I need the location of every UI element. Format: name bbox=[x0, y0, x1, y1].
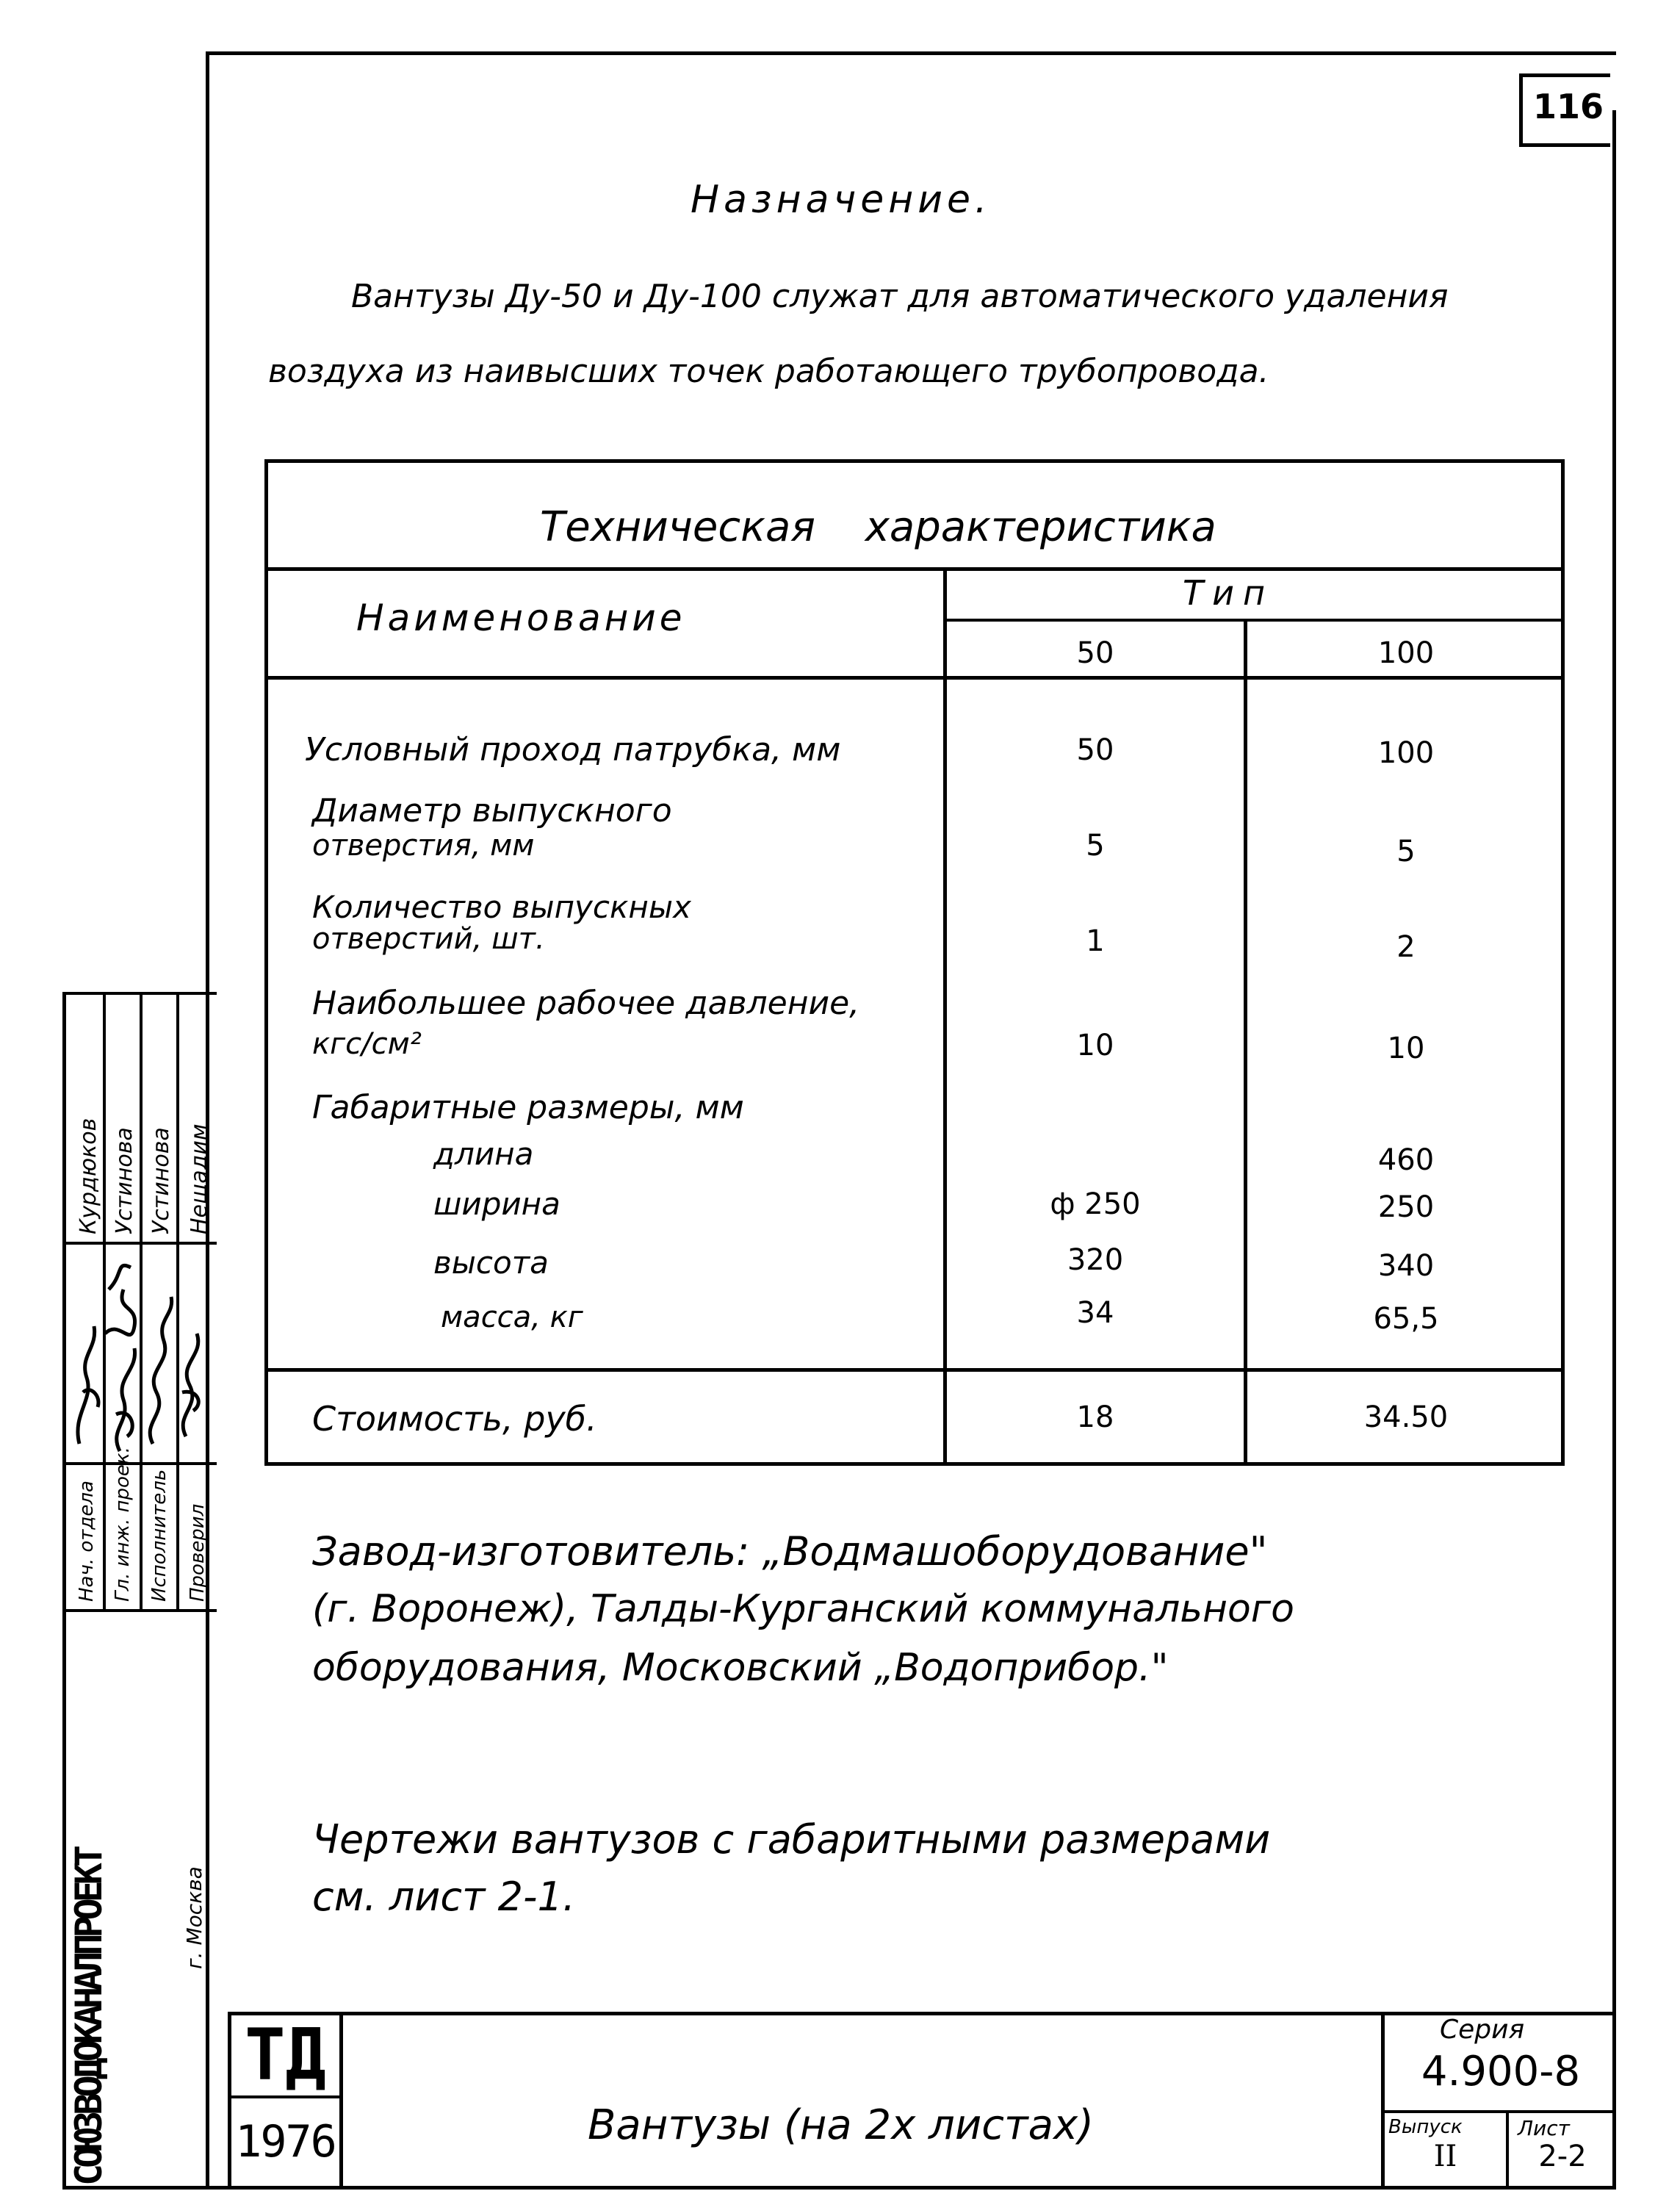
purpose-heading: Назначение. bbox=[691, 178, 992, 222]
row-width: ширина bbox=[433, 1186, 560, 1222]
stamp-td-divider bbox=[339, 2012, 343, 2190]
stamp-series-label: Серия bbox=[1440, 2015, 1525, 2045]
row-cost-50: 18 bbox=[1076, 1400, 1114, 1434]
side-org-name: СОЮЗВОДОКАНАЛПРОЕКТ bbox=[68, 1849, 110, 2186]
stamp-year: 1976 bbox=[235, 2116, 336, 2167]
col-50-header: 50 bbox=[1076, 636, 1114, 670]
row-nominal-bore: Условный проход патрубка, мм bbox=[305, 731, 841, 769]
row-outlet-count-1: Количество выпускных bbox=[312, 889, 691, 925]
table-type-underline bbox=[945, 619, 1565, 622]
manufacturer-line3: оборудования, Московский „Водоприбор." bbox=[312, 1646, 1169, 1690]
row-height-100: 340 bbox=[1377, 1249, 1435, 1283]
purpose-line2: воздуха из наивысших точек работающего трубопровода. bbox=[268, 353, 1269, 390]
row-mass-100: 65,5 bbox=[1373, 1302, 1439, 1336]
side-role-2: Гл. инж. проек. bbox=[112, 1447, 134, 1602]
row-outlet-count-100: 2 bbox=[1396, 930, 1416, 964]
stamp-title: Вантузы (на 2х листах) bbox=[588, 2101, 1094, 2149]
row-outlet-count-50: 1 bbox=[1086, 924, 1105, 958]
row-width-100: 250 bbox=[1377, 1190, 1435, 1224]
row-outlet-diameter-1: Диаметр выпускного bbox=[312, 792, 672, 830]
row-max-pressure-50: 10 bbox=[1076, 1029, 1114, 1062]
table-header-underline bbox=[264, 676, 1565, 680]
side-block-left bbox=[62, 992, 66, 2190]
side-city: г. Москва bbox=[182, 1866, 206, 1969]
row-max-pressure-100: 10 bbox=[1387, 1032, 1425, 1065]
side-block-h-names bbox=[62, 1242, 217, 1245]
purpose-line1: Вантузы Ду-50 и Ду-100 служат для автоматического удаления bbox=[351, 278, 1449, 315]
row-max-pressure-2: кгс/см² bbox=[312, 1027, 422, 1061]
frame-right bbox=[1612, 110, 1616, 2190]
side-name-2: Устинова bbox=[112, 1127, 137, 1234]
manufacturer-line1: Завод-изготовитель: „Водмашоборудование" bbox=[312, 1528, 1268, 1575]
stamp-top-line bbox=[228, 2012, 1616, 2015]
row-mass: масса, кг bbox=[441, 1300, 583, 1334]
stamp-td: ТД bbox=[245, 2013, 326, 2096]
side-name-1: Курдюков bbox=[76, 1118, 101, 1234]
stamp-series-hline bbox=[1381, 2110, 1616, 2113]
side-name-4: Нещадим bbox=[187, 1123, 212, 1234]
side-block-h-roles bbox=[62, 1609, 217, 1612]
row-max-pressure-1: Наибольшее рабочее давление, bbox=[312, 985, 860, 1022]
row-nominal-bore-50: 50 bbox=[1076, 733, 1114, 767]
row-outlet-diameter-2: отверстия, мм bbox=[312, 829, 535, 863]
col-100-header: 100 bbox=[1377, 636, 1435, 670]
row-height-50: 320 bbox=[1067, 1243, 1124, 1277]
drawings-note-line1: Чертежи вантузов с габаритными размерами bbox=[312, 1816, 1271, 1863]
row-outlet-diameter-50: 5 bbox=[1086, 829, 1105, 863]
row-nominal-bore-100: 100 bbox=[1377, 736, 1435, 770]
side-name-3: Устинова bbox=[148, 1127, 174, 1234]
col-name-header: Наименование bbox=[356, 597, 686, 639]
row-length-100: 460 bbox=[1377, 1143, 1435, 1177]
row-cost-100: 34.50 bbox=[1363, 1400, 1449, 1434]
stamp-sheet: 2-2 bbox=[1538, 2140, 1587, 2173]
row-overall-dimensions: Габаритные размеры, мм bbox=[312, 1089, 744, 1126]
side-role-3: Исполнитель bbox=[148, 1469, 170, 1602]
page-number: 116 bbox=[1532, 87, 1604, 126]
table-title-underline bbox=[264, 567, 1565, 571]
frame-top bbox=[206, 51, 1616, 55]
col-type-header: Тип bbox=[1183, 573, 1275, 613]
table-title: Техническая характеристика bbox=[540, 503, 1216, 551]
manufacturer-line2: (г. Воронеж), Талды-Курганский коммунального bbox=[312, 1587, 1294, 1631]
stamp-issue-label: Выпуск bbox=[1388, 2116, 1463, 2138]
table-col-divider-1 bbox=[943, 567, 947, 1466]
drawings-note-line2: см. лист 2-1. bbox=[312, 1874, 576, 1920]
stamp-issue: II bbox=[1433, 2140, 1457, 2173]
row-outlet-count-2: отверстий, шт. bbox=[312, 922, 545, 956]
side-block-h-sigs bbox=[62, 1462, 217, 1465]
signatures-drawing bbox=[65, 1245, 215, 1462]
side-role-1: Нач. отдела bbox=[76, 1481, 98, 1602]
row-outlet-diameter-100: 5 bbox=[1396, 835, 1416, 868]
row-cost: Стоимость, руб. bbox=[312, 1399, 597, 1439]
table-cost-line bbox=[264, 1368, 1565, 1372]
side-role-4: Проверил bbox=[187, 1503, 209, 1602]
stamp-sheet-label: Лист bbox=[1518, 2116, 1570, 2140]
row-mass-50: 34 bbox=[1076, 1296, 1114, 1330]
stamp-series: 4.900-8 bbox=[1421, 2048, 1581, 2095]
row-width-50: ф 250 bbox=[1050, 1187, 1141, 1221]
row-height: высота bbox=[433, 1245, 549, 1281]
row-length: длина bbox=[433, 1136, 534, 1172]
